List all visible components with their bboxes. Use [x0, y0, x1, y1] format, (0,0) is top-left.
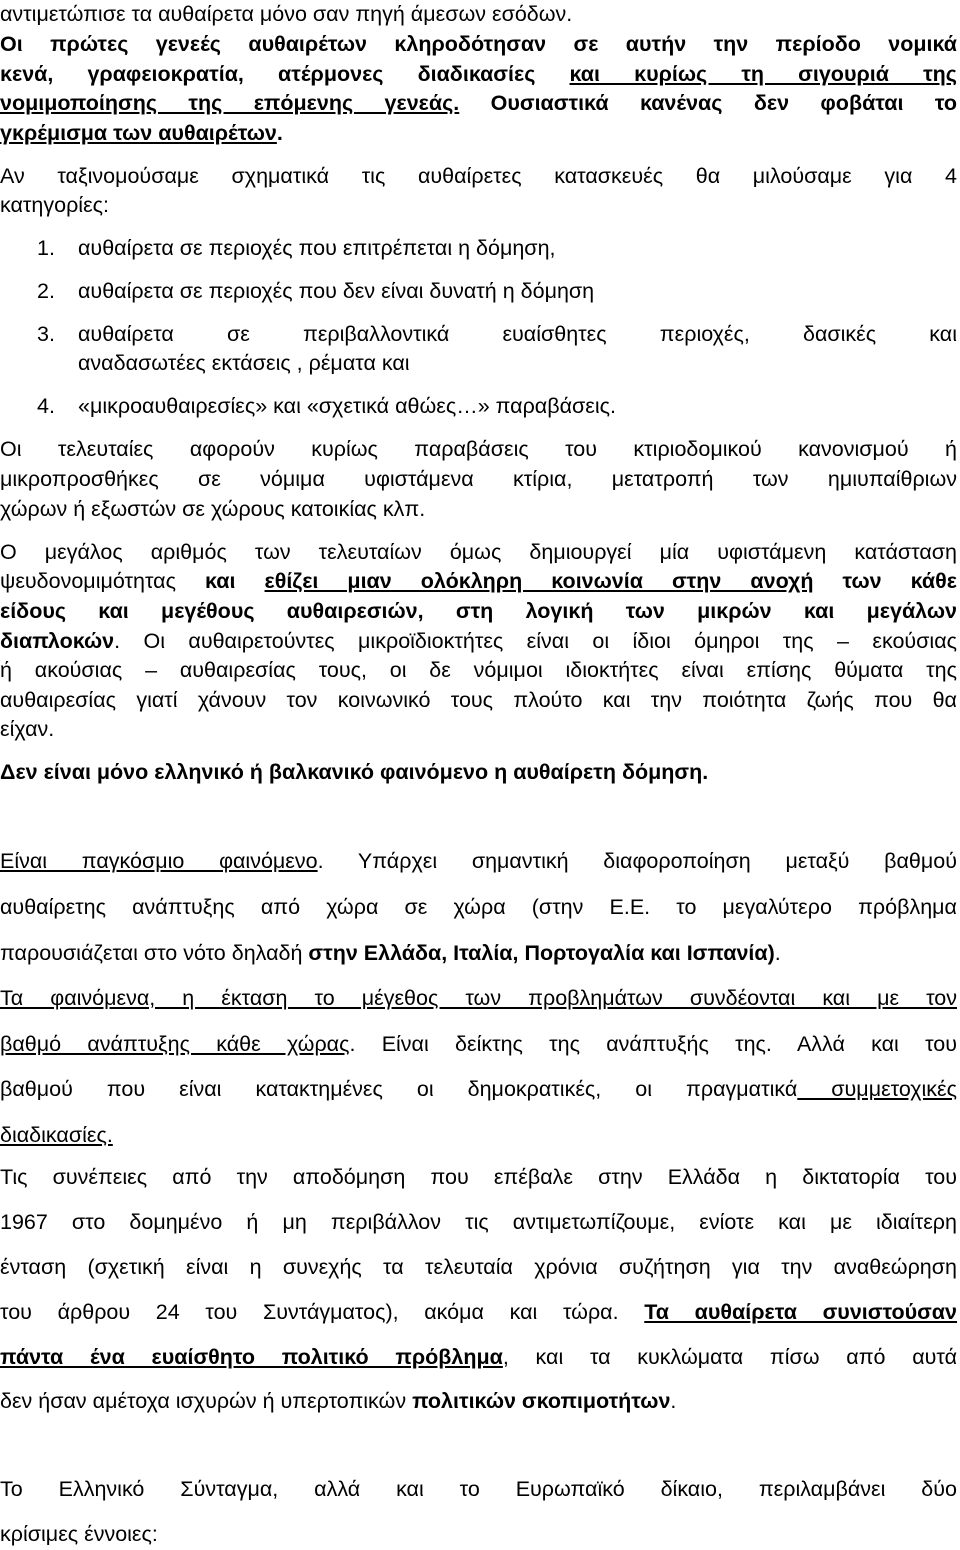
- text-line: πάντα ένα ευαίσθητο πολιτικό πρόβλημα, και τα κυκλώματα πίσω από αυτά: [0, 1345, 957, 1369]
- text-line: είδους και μεγέθους αυθαιρεσιών, στη λογική των μικρών και μεγάλων: [0, 599, 957, 623]
- text-line: διαπλοκών. Οι αυθαιρετούντες μικροϊδιοκτήτες είναι οι ίδιοι όμηροι της – εκούσιας: [0, 629, 957, 653]
- text-line: Τις συνέπειες από την αποδόμηση που επέβαλε στην Ελλάδα η δικτατορία του: [0, 1165, 957, 1189]
- text-line: ένταση (σχετική είναι η συνεχής τα τελευταία χρόνια συζήτηση για την αναθεώρηση: [0, 1255, 957, 1279]
- text-line: κρίσιμες έννοιες:: [0, 1522, 158, 1546]
- text-line: νομιμοποίησης της επόμενης γενεάς. Ουσιαστικά κανένας δεν φοβάται το: [0, 91, 957, 115]
- text-line: κενά, γραφειοκρατία, ατέρμονες διαδικασίες και κυρίως τη σιγουριά της: [0, 62, 957, 86]
- text-line: Οι πρώτες γενεές αυθαιρέτων κληροδότησαν σε αυτήν την περίοδο νομικά: [0, 32, 957, 56]
- text-line: αυθαιρεσίας γιατί χάνουν τον κοινωνικό τους πλούτο και την ποιότητα ζωής που θα: [0, 688, 957, 712]
- text-line: 1967 στο δομημένο ή μη περιβάλλον τις αντιμετωπίζουμε, ενίοτε και με ιδιαίτερη: [0, 1210, 957, 1234]
- text-line: Αν ταξινομούσαμε σχηματικά τις αυθαίρετες κατασκευές θα μιλούσαμε για 4: [0, 164, 957, 188]
- text-line: Τα φαινόμενα, η έκταση το μέγεθος των προβλημάτων συνδέονται και με τον: [0, 986, 957, 1010]
- text-line: δεν ήσαν αμέτοχα ισχυρών ή υπερτοπικών πολιτικών σκοπιμοτήτων.: [0, 1389, 677, 1413]
- text-line: βαθμό ανάπτυξης κάθε χώρας. Είναι δείκτης της ανάπτυξής της. Αλλά και του: [0, 1032, 957, 1056]
- text-line: μικροπροσθήκες σε νόμιμα υφιστάμενα κτίρια, μετατροπή των ημιυπαίθριων: [0, 467, 957, 491]
- text-line: είχαν.: [0, 717, 55, 741]
- text-line: ή ακούσιας – αυθαιρεσίας τους, οι δε νόμιμοι ιδιοκτήτες είναι επίσης θύματα της: [0, 658, 957, 682]
- list-text: αυθαίρετα σε περιοχές που δεν είναι δυνατή η δόμηση: [78, 279, 595, 303]
- text-line: διαδικασίες.: [0, 1123, 113, 1147]
- text-line: Οι τελευταίες αφορούν κυρίως παραβάσεις του κτιριοδομικού κανονισμού ή: [0, 437, 957, 461]
- text-line: Είναι παγκόσμιο φαινόμενο. Υπάρχει σημαντική διαφοροποίηση μεταξύ βαθμού: [0, 849, 957, 873]
- text-line: Το Ελληνικό Σύνταγμα, αλλά και το Ευρωπαϊκό δίκαιο, περιλαμβάνει δύο: [0, 1477, 957, 1501]
- text-line: γκρέμισμα των αυθαιρέτων.: [0, 121, 283, 145]
- list-number: 3.: [37, 322, 55, 346]
- text-line: αντιμετώπισε τα αυθαίρετα μόνο σαν πηγή άμεσων εσόδων.: [0, 2, 573, 26]
- text-line: παρουσιάζεται στο νότο δηλαδή στην Ελλάδα, Ιταλία, Πορτογαλία και Ισπανία).: [0, 941, 781, 965]
- text-line: κατηγορίες:: [0, 193, 110, 217]
- list-text: «μικροαυθαιρεσίες» και «σχετικά αθώες…» παραβάσεις.: [78, 394, 617, 418]
- list-number: 4.: [37, 394, 55, 418]
- text-line: Ο μεγάλος αριθμός των τελευταίων όμως δημιουργεί μία υφιστάμενη κατάσταση: [0, 540, 957, 564]
- text-line: χώρων ή εξωστών σε χώρους κατοικίας κλπ.: [0, 497, 426, 521]
- list-number: 2.: [37, 279, 55, 303]
- text-line: ψευδονομιμότητας και εθίζει μιαν ολόκληρη κοινωνία στην ανοχή των κάθε: [0, 569, 957, 593]
- list-text: αναδασωτέες εκτάσεις , ρέματα και: [78, 351, 410, 375]
- text-line: βαθμού που είναι κατακτημένες οι δημοκρατικές, οι πραγματικά συμμετοχικές: [0, 1077, 957, 1101]
- list-number: 1.: [37, 236, 55, 260]
- list-text: αυθαίρετα σε περιοχές που επιτρέπεται η δόμηση,: [78, 236, 556, 260]
- list-text: αυθαίρετα σε περιβαλλοντικά ευαίσθητες περιοχές, δασικές και: [78, 322, 957, 346]
- text-line: αυθαίρετης ανάπτυξης από χώρα σε χώρα (στην Ε.Ε. το μεγαλύτερο πρόβλημα: [0, 895, 957, 919]
- text-line: του άρθρου 24 του Συντάγματος), ακόμα και τώρα. Τα αυθαίρετα συνιστούσαν: [0, 1300, 957, 1324]
- section-heading: Δεν είναι μόνο ελληνικό ή βαλκανικό φαινόμενο η αυθαίρετη δόμηση.: [0, 760, 709, 784]
